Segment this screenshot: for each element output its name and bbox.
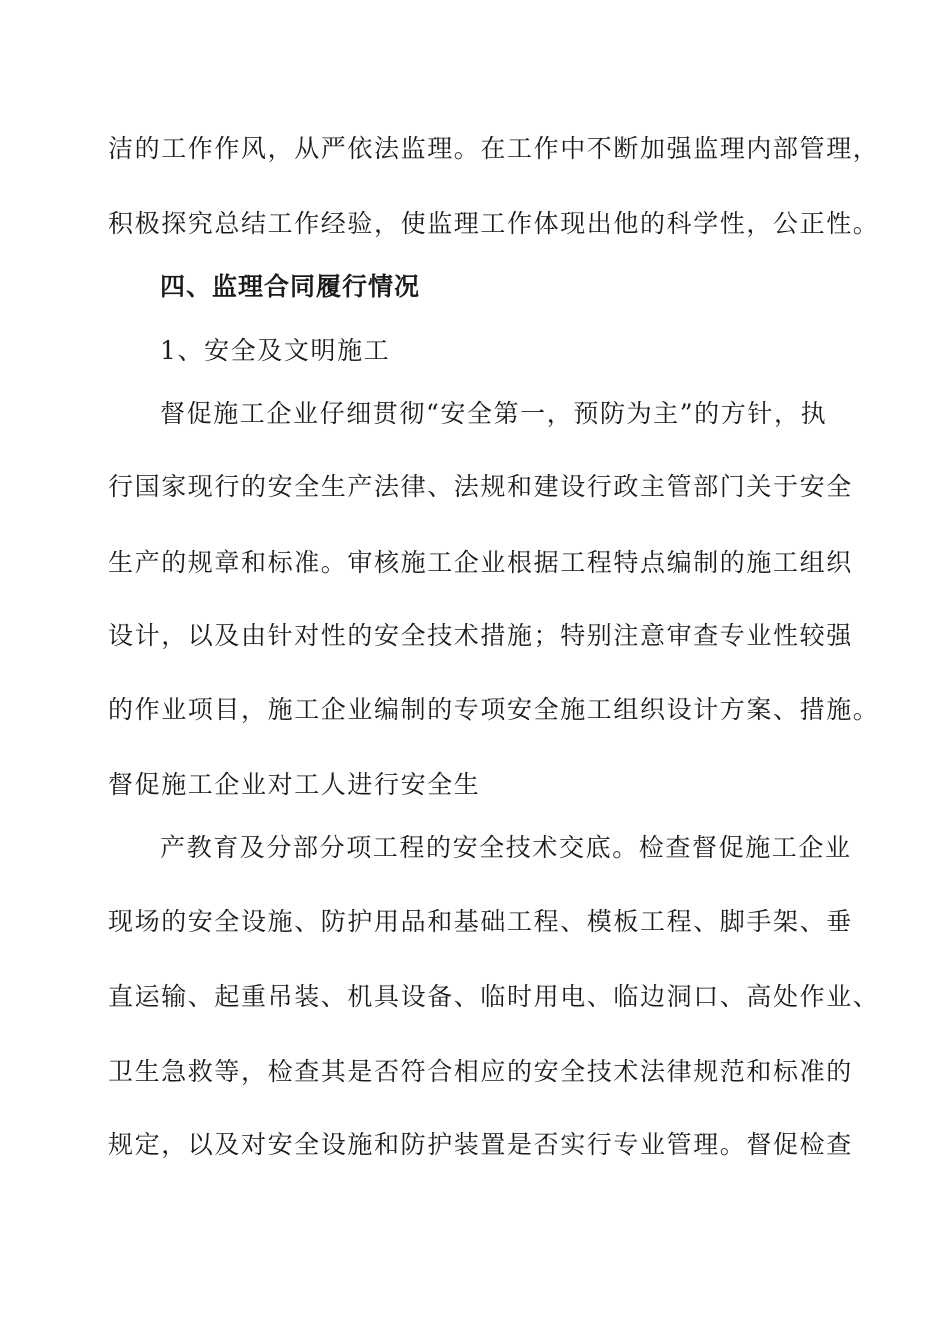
body-text-line: 督促施工企业对工人进行安全生	[108, 770, 481, 799]
subsection-heading: 1、安全及文明施工	[160, 336, 391, 365]
body-text-line: 行国家现行的安全生产法律、法规和建设行政主管部门关于安全	[108, 472, 853, 501]
body-text-line: 督促施工企业仔细贯彻“安全第一，预防为主”的方针，执	[160, 399, 828, 428]
body-text-line: 直运输、起重吊装、机具设备、临时用电、临边洞口、高处作业、	[108, 982, 880, 1011]
body-text-line: 卫生急救等，检查其是否符合相应的安全技术法律规范和标准的	[108, 1057, 853, 1086]
body-text-line: 的作业项目，施工企业编制的专项安全施工组织设计方案、措施。	[108, 695, 880, 724]
body-text-line: 规定，以及对安全设施和防护装置是否实行专业管理。督促检查	[108, 1130, 853, 1159]
body-text-line: 洁的工作作风，从严依法监理。在工作中不断加强监理内部管理，	[108, 134, 880, 163]
body-text-line: 生产的规章和标准。审核施工企业根据工程特点编制的施工组织	[108, 548, 853, 577]
body-text-line: 设计，以及由针对性的安全技术措施；特别注意审查专业性较强	[108, 621, 853, 650]
body-text-line: 现场的安全设施、防护用品和基础工程、模板工程、脚手架、垂	[108, 907, 853, 936]
body-text-line: 积极探究总结工作经验，使监理工作体现出他的科学性，公正性。	[108, 209, 880, 238]
section-heading: 四、监理合同履行情况	[160, 272, 421, 301]
body-text-line: 产教育及分部分项工程的安全技术交底。检查督促施工企业	[160, 833, 852, 862]
